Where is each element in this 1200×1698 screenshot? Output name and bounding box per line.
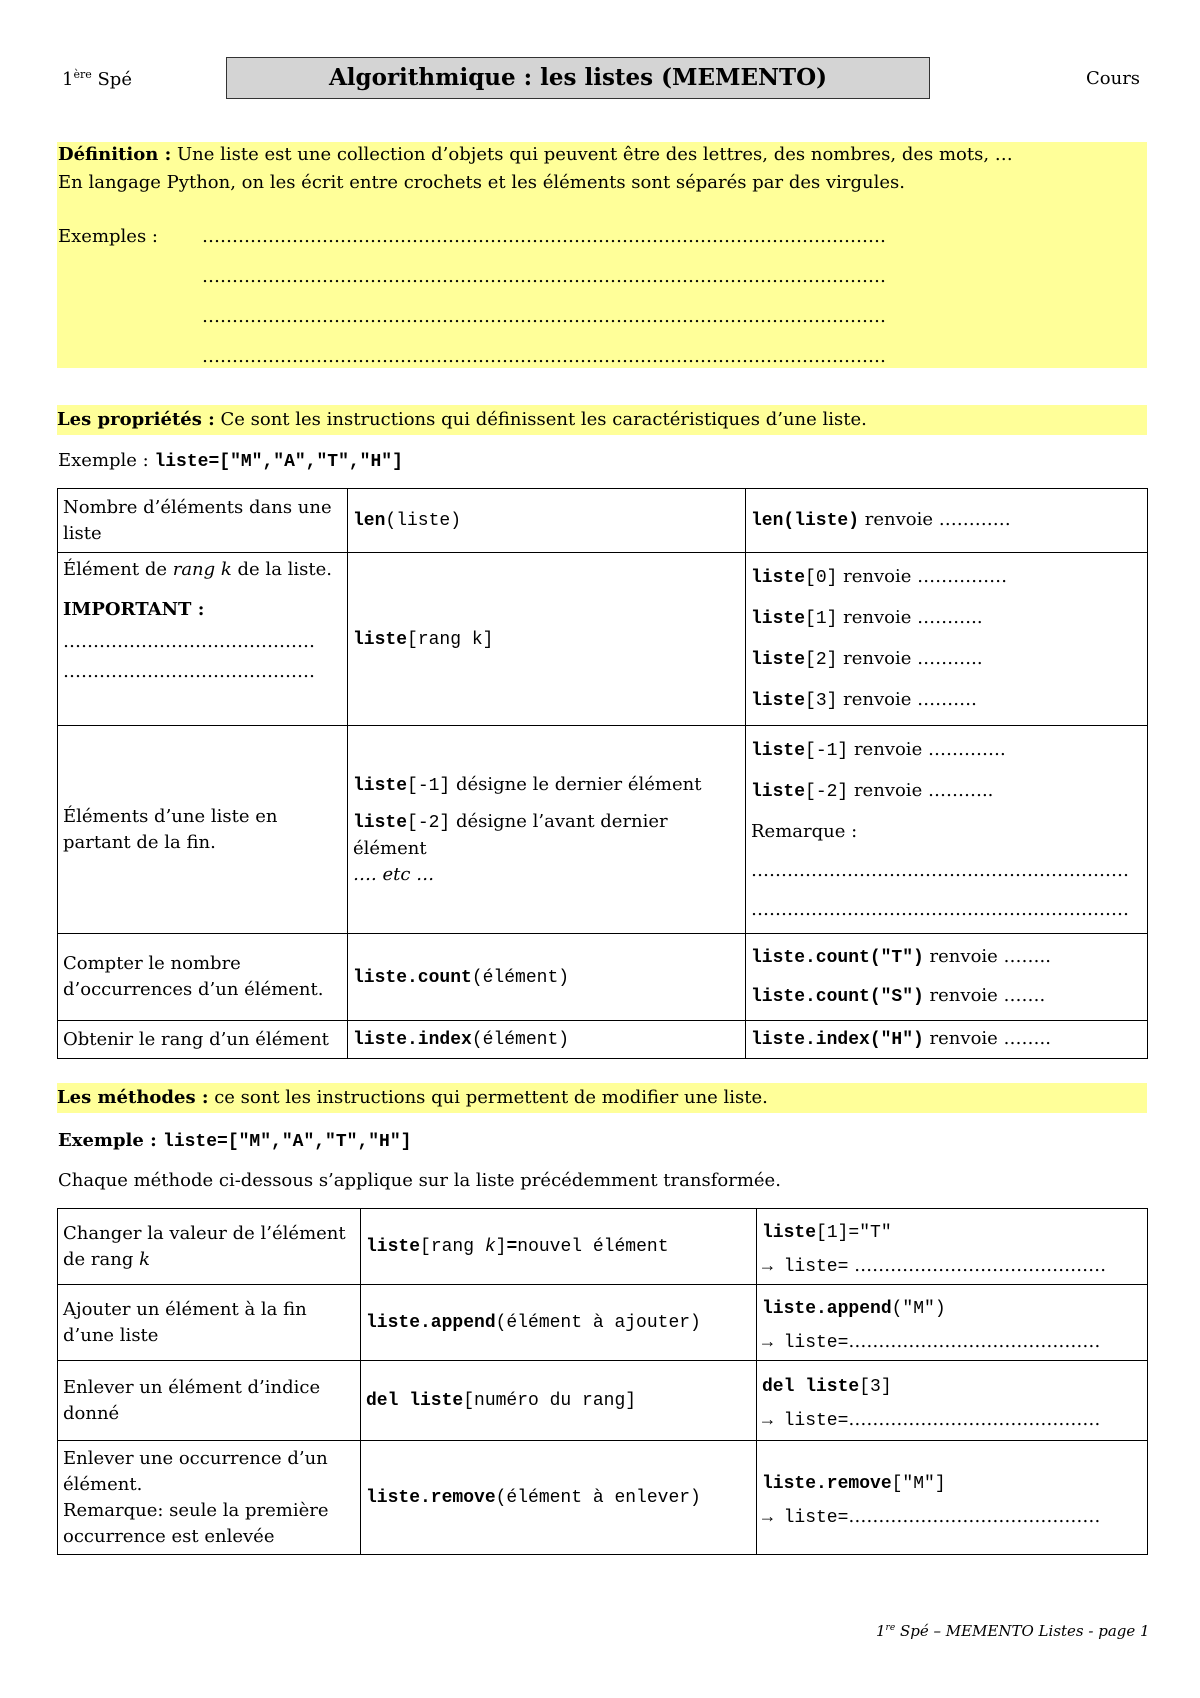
syntax-keyword: liste.index — [353, 1030, 472, 1050]
property-result — [746, 489, 1148, 553]
table-row — [58, 553, 1148, 726]
syntax-args: [rang k] — [407, 629, 494, 650]
syntax-args: (élément) — [471, 1030, 570, 1050]
important-label: IMPORTANT : — [63, 599, 205, 620]
desc-line: élément. — [63, 1473, 143, 1495]
methods-table — [57, 1208, 1148, 1555]
definition-text: Une liste est une collection d’objets qui peuvent être des lettres, des nombres, des mots, … — [171, 144, 1013, 165]
code-args: ("M") — [891, 1299, 946, 1319]
syntax-keyword: del liste — [366, 1391, 464, 1411]
property-result — [746, 934, 1148, 1021]
code-args: ["M"] — [891, 1474, 946, 1494]
remark-blank-1: ……………………………………………………… — [751, 860, 1129, 881]
result-code: len(liste) — [751, 511, 860, 531]
code-line — [762, 1464, 1142, 1504]
result-text: renvoie ………… — [859, 509, 1011, 530]
methods-text: ce sont les instructions qui permettent de modifier une liste. — [208, 1087, 768, 1108]
doc-type-label: Cours — [1086, 68, 1141, 89]
syntax-args: (élément) — [471, 967, 570, 988]
definition-label: Définition : — [58, 144, 172, 165]
arrow-result: → liste= — [762, 1411, 849, 1431]
desc-italic: rang k — [172, 559, 232, 580]
result-blank: …………………………………… — [848, 1331, 1101, 1352]
result-keyword: liste — [751, 568, 806, 588]
method-syntax — [361, 1209, 757, 1285]
property-desc — [58, 1021, 348, 1059]
desc-line — [63, 1247, 355, 1273]
method-desc — [58, 1441, 361, 1555]
footer-number: 1 — [876, 1622, 886, 1640]
arrow-result: → liste= — [762, 1508, 849, 1528]
example-blank-3: …………………………………………………………………………………………………… — [202, 306, 886, 327]
result-code: liste.index("H") — [751, 1030, 924, 1050]
table-row — [58, 1021, 1148, 1059]
syntax-line — [353, 772, 740, 799]
result-keyword: liste — [751, 782, 806, 802]
syntax-args: [rang — [420, 1237, 485, 1257]
desc-line: Éléments d’une liste en — [63, 805, 278, 827]
definition-line-1 — [58, 144, 1013, 165]
important-blank-1: …………………………………… — [63, 631, 315, 652]
desc-line: partant de la fin. — [63, 831, 216, 853]
method-example — [757, 1441, 1148, 1555]
result-keyword: liste — [751, 691, 806, 711]
result-keyword: liste — [751, 609, 806, 629]
table-row — [58, 1209, 1148, 1285]
methods-example-label: Exemple : — [58, 1130, 164, 1151]
desc-line: Compter le nombre — [63, 953, 241, 974]
table-row — [58, 1361, 1148, 1441]
method-syntax — [361, 1441, 757, 1555]
result-blank: …………………………………… — [848, 1255, 1107, 1276]
result-keyword: liste — [751, 741, 806, 761]
table-row — [58, 934, 1148, 1021]
property-desc — [58, 489, 348, 553]
property-result — [746, 726, 1148, 934]
result-code: liste.count("S") — [751, 987, 924, 1007]
level-number: 1 — [62, 69, 74, 90]
result-line — [751, 598, 1142, 639]
result-text: renvoie ………. — [837, 689, 977, 710]
definition-line-2: En langage Python, on les écrit entre crochets et les éléments sont séparés par des virgules. — [58, 172, 905, 193]
methods-heading — [57, 1083, 1147, 1113]
result-line — [751, 730, 1142, 771]
desc-line: Nombre d’éléments dans une — [63, 496, 332, 518]
desc-line: Ajouter un élément à la fin — [63, 1298, 307, 1320]
code-keyword: liste.remove — [762, 1474, 892, 1494]
table-row — [58, 1285, 1148, 1361]
desc-line: d’occurrences d’un élément. — [63, 979, 324, 1000]
remark-label: Remarque : — [751, 821, 858, 842]
result-text: renvoie ……….. — [837, 648, 983, 669]
method-desc — [58, 1209, 361, 1285]
level-word: Spé — [97, 69, 132, 90]
result-line — [751, 557, 1142, 598]
result-text: renvoie …………. — [848, 739, 1006, 760]
desc-line: Remarque: seule la première — [63, 1499, 329, 1521]
table-row — [58, 726, 1148, 934]
example-blank-1: …………………………………………………………………………………………………… — [202, 226, 886, 247]
desc-line: liste — [63, 522, 102, 544]
syntax-keyword: liste.append — [366, 1313, 496, 1333]
code-line — [762, 1289, 1142, 1329]
footer-text: Spé – MEMENTO Listes - page 1 — [895, 1622, 1150, 1640]
property-desc — [58, 553, 348, 726]
definition-box — [57, 142, 1147, 368]
property-syntax — [348, 553, 746, 726]
result-index: [3] — [805, 691, 838, 711]
examples-label: Exemples : — [58, 226, 158, 247]
result-line — [751, 771, 1142, 812]
desc-line: Obtenir le rang d’un élément — [63, 1028, 329, 1050]
result-line — [751, 639, 1142, 680]
code-keyword: liste — [762, 1223, 817, 1243]
syntax-keyword: liste.count — [353, 967, 472, 988]
result-text: renvoie …….. — [923, 1028, 1051, 1049]
syntax-line — [353, 809, 740, 836]
code-args: [1]="T" — [816, 1223, 892, 1243]
property-desc — [58, 934, 348, 1021]
method-syntax — [361, 1361, 757, 1441]
syntax-keyword: liste — [366, 1237, 421, 1257]
methods-note: Chaque méthode ci-dessous s’applique sur la liste précédemment transformée. — [58, 1170, 781, 1191]
syntax-args: nouvel élément — [517, 1237, 669, 1257]
result-line — [751, 938, 1142, 977]
result-code: liste.count("T") — [751, 948, 924, 968]
property-syntax — [348, 1021, 746, 1059]
example-blank-4: …………………………………………………………………………………………………… — [202, 346, 886, 367]
code-args: [3] — [859, 1377, 892, 1397]
page-footer — [876, 1622, 1150, 1640]
important-blank-2: …………………………………… — [63, 661, 315, 682]
desc-line: donné — [63, 1402, 120, 1424]
result-index: [-1] — [805, 741, 849, 761]
method-syntax — [361, 1285, 757, 1361]
result-text: renvoie …….. — [923, 946, 1051, 967]
syntax-keyword: len — [353, 511, 386, 531]
result-text: renvoie ……….. — [848, 780, 994, 801]
property-result — [746, 1021, 1148, 1059]
result-line — [751, 680, 1142, 721]
desc-part: de rang — [63, 1248, 140, 1270]
result-index: [2] — [805, 650, 838, 670]
property-syntax — [348, 934, 746, 1021]
code-line — [762, 1367, 1142, 1407]
table-row — [58, 489, 1148, 553]
syntax-index: [-1] — [407, 775, 451, 796]
properties-label: Les propriétés : — [57, 409, 215, 430]
method-example — [757, 1285, 1148, 1361]
syntax-keyword: liste — [353, 629, 408, 650]
methods-label: Les méthodes : — [57, 1087, 209, 1108]
result-blank: …………………………………… — [848, 1409, 1101, 1430]
code-keyword: liste.append — [762, 1299, 892, 1319]
property-desc — [58, 726, 348, 934]
level-label — [62, 68, 132, 90]
syntax-args: (élément à ajouter) — [495, 1313, 701, 1333]
result-keyword: liste — [751, 650, 806, 670]
syntax-text: désigne le dernier élément — [450, 773, 702, 795]
result-index: [1] — [805, 609, 838, 629]
example-blank-2: …………………………………………………………………………………………………… — [202, 266, 886, 287]
properties-example-label: Exemple : — [58, 450, 155, 471]
syntax-index: [-2] — [407, 812, 451, 833]
result-text: renvoie …………… — [837, 566, 1008, 587]
properties-heading — [57, 405, 1147, 435]
code-keyword: del liste — [762, 1377, 860, 1397]
properties-example-code: liste=["M","A","T","H"] — [154, 452, 403, 472]
syntax-equals: = — [506, 1237, 518, 1257]
syntax-args: [numéro du rang] — [463, 1391, 637, 1411]
page-title: Algorithmique : les listes (MEMENTO) — [226, 57, 930, 99]
table-row — [58, 1441, 1148, 1555]
property-syntax — [348, 489, 746, 553]
result-text: renvoie ……. — [923, 985, 1046, 1006]
desc-line: d’une liste — [63, 1324, 159, 1346]
result-index: [-2] — [805, 782, 849, 802]
syntax-italic: k — [484, 1237, 496, 1257]
syntax-keyword: liste — [353, 775, 408, 796]
result-line — [762, 1504, 1142, 1531]
code-line — [762, 1213, 1142, 1253]
syntax-args: (liste) — [385, 511, 462, 531]
properties-table — [57, 488, 1148, 1059]
property-result — [746, 553, 1148, 726]
methods-example-code: liste=["M","A","T","H"] — [163, 1132, 412, 1152]
remark-blank-2: ……………………………………………………… — [751, 899, 1129, 920]
method-desc — [58, 1285, 361, 1361]
result-line — [751, 977, 1142, 1016]
syntax-text: désigne l’avant dernier — [450, 810, 668, 832]
footer-superscript: re — [885, 1623, 896, 1633]
syntax-args: (élément à enlever) — [495, 1488, 701, 1508]
method-desc — [58, 1361, 361, 1441]
desc-line: Changer la valeur de l’élément — [63, 1222, 346, 1244]
result-line — [762, 1329, 1142, 1356]
syntax-tail: élément — [353, 837, 427, 859]
result-line — [762, 1407, 1142, 1434]
desc-part: de la liste. — [231, 559, 332, 580]
level-superscript: ère — [73, 68, 92, 81]
methods-example — [58, 1130, 411, 1152]
properties-example — [58, 450, 403, 472]
syntax-etc: …. etc … — [353, 863, 435, 885]
desc-line: Enlever un élément d’indice — [63, 1376, 321, 1398]
desc-line — [63, 557, 342, 583]
desc-line: Enlever une occurrence d’un — [63, 1447, 328, 1469]
result-blank: …………………………………… — [848, 1506, 1101, 1527]
desc-line: occurrence est enlevée — [63, 1525, 275, 1547]
arrow-result: → liste= — [762, 1257, 849, 1277]
syntax-keyword: liste.remove — [366, 1488, 496, 1508]
syntax-keyword: liste — [353, 812, 408, 833]
properties-text: Ce sont les instructions qui définissent les caractéristiques d’une liste. — [214, 409, 867, 430]
result-text: renvoie ……….. — [837, 607, 983, 628]
syntax-args: ] — [495, 1237, 507, 1257]
arrow-result: → liste= — [762, 1333, 849, 1353]
property-syntax — [348, 726, 746, 934]
result-index: [0] — [805, 568, 838, 588]
method-example — [757, 1209, 1148, 1285]
desc-part: Élément de — [63, 559, 173, 580]
method-example — [757, 1361, 1148, 1441]
desc-italic: k — [139, 1248, 150, 1270]
result-line — [762, 1253, 1142, 1280]
